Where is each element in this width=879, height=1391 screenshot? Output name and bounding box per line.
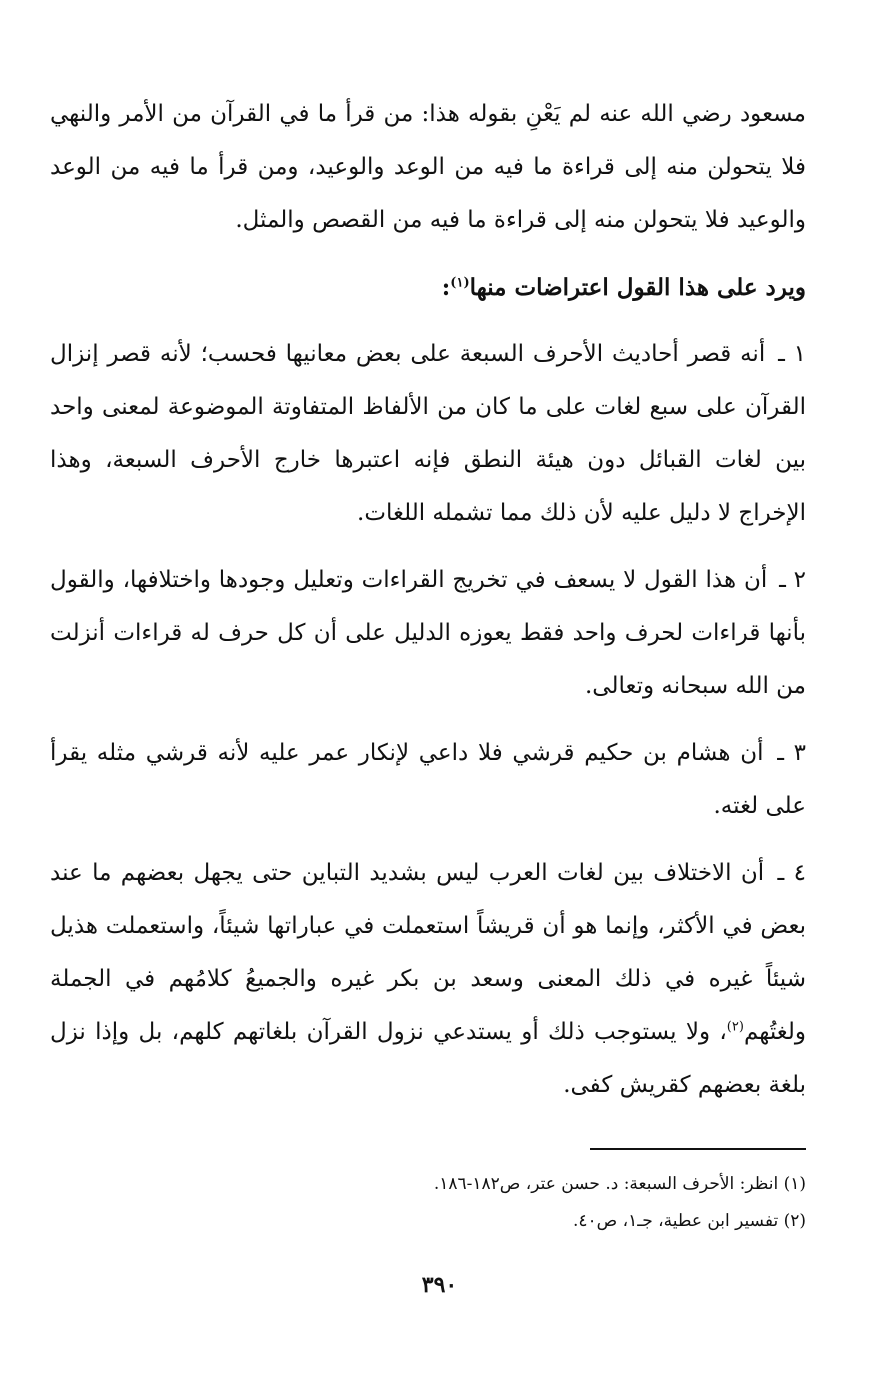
objection-item-4 <box>50 847 806 1112</box>
footnote-1: (١) انظر: الأحرف السبعة: د. حسن عتر، ص١٨٢-١٨٦. <box>433 1174 806 1194</box>
objection-text-3: أن هشام بن حكيم قرشي فلا داعي لإنكار عمر عليه لأنه قرشي مثله يقرأ على لغته. <box>50 740 806 819</box>
objection-text-4a: أن الاختلاف بين لغات العرب ليس بشديد التباين حتى يجهل بعضهم ما عند بعض في الأكثر، وإنما هو أن قريشاً استعملت في عباراتها شيئاً، واستعملت هذيل شيئاً غيره في ذلك المعنى وسعد بن بكر غيره والجميعُ كلامُهم في الجملة ولغتُهم <box>50 860 806 1045</box>
objections-heading-text: ويرد على هذا القول اعتراضات منها <box>469 274 806 301</box>
objection-number-4: ٤ ـ <box>777 860 807 886</box>
objection-item-1 <box>50 328 806 540</box>
objection-number-2: ٢ ـ <box>779 567 807 593</box>
objection-item-3 <box>50 727 806 833</box>
paragraph-intro: مسعود رضي الله عنه لم يَعْنِ بقوله هذا: من قرأ ما في القرآن من الأمر والنهي فلا يتحولن منه إلى قراءة ما فيه من الوعد والوعيد، ومن قرأ ما فيه من الوعد والوعيد فلا يتحولن منه إلى قراءة ما فيه من القصص والمثل. <box>50 101 806 233</box>
footnotes <box>50 1166 806 1240</box>
footnote-ref-2[interactable]: (٢) <box>726 1019 744 1035</box>
objection-number-1: ١ ـ <box>778 341 806 367</box>
objection-number-3: ٣ ـ <box>777 740 806 766</box>
footnote-divider <box>590 1148 806 1150</box>
objection-text-2: أن هذا القول لا يسعف في تخريج القراءات وتعليل وجودها واختلافها، والقول بأنها قراءات لحرف واحد فقط يعوزه الدليل على أن كل حرف له قراءات أنزلت من الله سبحانه وتعالى. <box>50 567 806 699</box>
page-number: ٣٩٠ <box>421 1272 458 1298</box>
page-body <box>50 88 806 1126</box>
footnote-ref-1[interactable]: (١) <box>450 275 470 291</box>
objections-heading-colon: : <box>441 274 451 301</box>
objection-text-1: أنه قصر أحاديث الأحرف السبعة على بعض معانيها فحسب؛ لأنه قصر إنزال القرآن على سبع لغات على ما كان من الألفاظ المتفاوتة الموضوعة لمعنى واحد بين لغات القبائل دون هيئة النطق فإنه اعتبرها خارج الأحرف السبعة، وهذا الإخراج لا دليل عليه لأن ذلك مما تشمله اللغات. <box>50 341 806 526</box>
objections-heading <box>50 261 806 314</box>
footnote-2: (٢) تفسير ابن عطية، جـ١، ص٤٠. <box>572 1211 806 1231</box>
objection-text-4b: ، ولا يستوجب ذلك أو يستدعي نزول القرآن بلغاتهم كلهم، بل وإذا نزل بلغة بعضهم كقريش كفى. <box>50 1019 806 1098</box>
objection-item-2 <box>50 554 806 713</box>
